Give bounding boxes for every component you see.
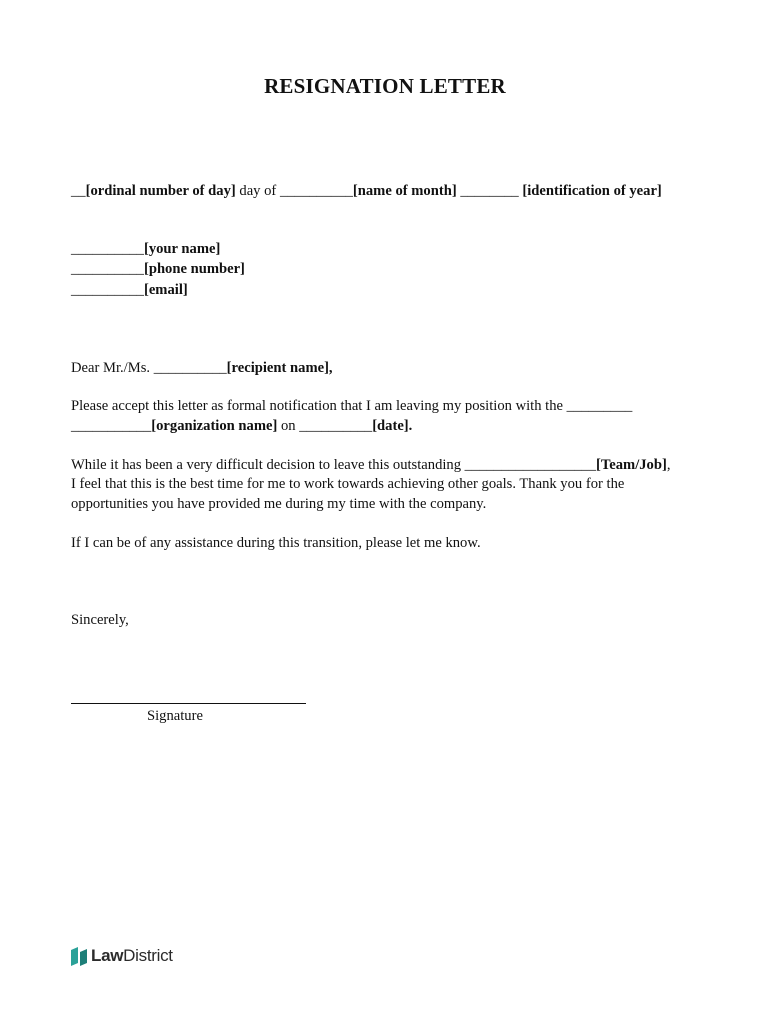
day-of-text: day of <box>235 183 280 199</box>
paragraph-1-line-2 <box>71 417 412 437</box>
date-line <box>71 182 662 202</box>
recipient-field: [recipient name], <box>226 360 333 376</box>
org-blank: ___________ <box>71 418 152 434</box>
signature-label: Signature <box>147 708 203 724</box>
paragraph-2-text: While it has been a very difficult decision to leave this outstanding <box>71 457 465 473</box>
logo-text <box>91 946 173 966</box>
year-field: [identification of year] <box>522 183 662 199</box>
paragraph-3: If I can be of any assistance during this transition, please let me know. <box>71 535 481 551</box>
document-title: RESIGNATION LETTER <box>264 74 506 98</box>
paragraph-2-line-3: opportunities you have provided me during my time with the company. <box>71 496 487 512</box>
sender-email-line <box>71 281 188 301</box>
date-field: [date]. <box>372 418 413 434</box>
logo-text-district: District <box>123 946 173 965</box>
team-job-field: [Team/Job] <box>596 457 667 473</box>
sender-name-line <box>71 240 220 260</box>
date-blank-1: __ <box>71 183 86 199</box>
date-blank-3: ________ <box>456 183 523 199</box>
day-field: [ordinal number of day] <box>85 183 236 199</box>
lawdistrict-logo <box>70 944 173 968</box>
lawdistrict-logo-icon <box>70 946 89 967</box>
logo-text-law: Law <box>91 946 124 965</box>
sender-phone-field: [phone number] <box>143 261 245 277</box>
paragraph-2-line-1 <box>71 456 670 476</box>
paragraph-2-line-2: I feel that this is the best time for me to work towards achieving other goals. Thank you for the <box>71 476 625 492</box>
sender-phone-blank: __________ <box>71 261 144 277</box>
paragraph-2-comma: , <box>666 457 671 473</box>
on-text: on <box>277 418 300 434</box>
salutation-prefix: Dear Mr./Ms. <box>71 360 154 376</box>
salutation-blank: __________ <box>153 360 227 376</box>
paragraph-1-line-1: Please accept this letter as formal notification that I am leaving my position with the _________ <box>71 398 633 414</box>
sender-email-field: [email] <box>143 282 188 298</box>
month-field: [name of month] <box>352 183 457 199</box>
team-job-blank: __________________ <box>464 457 597 473</box>
sender-name-blank: __________ <box>71 241 144 257</box>
salutation-line <box>71 359 333 379</box>
date-blank-2: __________ <box>279 183 353 199</box>
sender-name-field: [your name] <box>143 241 221 257</box>
sender-phone-line <box>71 260 245 280</box>
closing: Sincerely, <box>71 612 129 628</box>
sender-email-blank: __________ <box>71 282 144 298</box>
signature-line <box>71 703 306 704</box>
organization-field: [organization name] <box>151 418 278 434</box>
date-blank: __________ <box>299 418 373 434</box>
